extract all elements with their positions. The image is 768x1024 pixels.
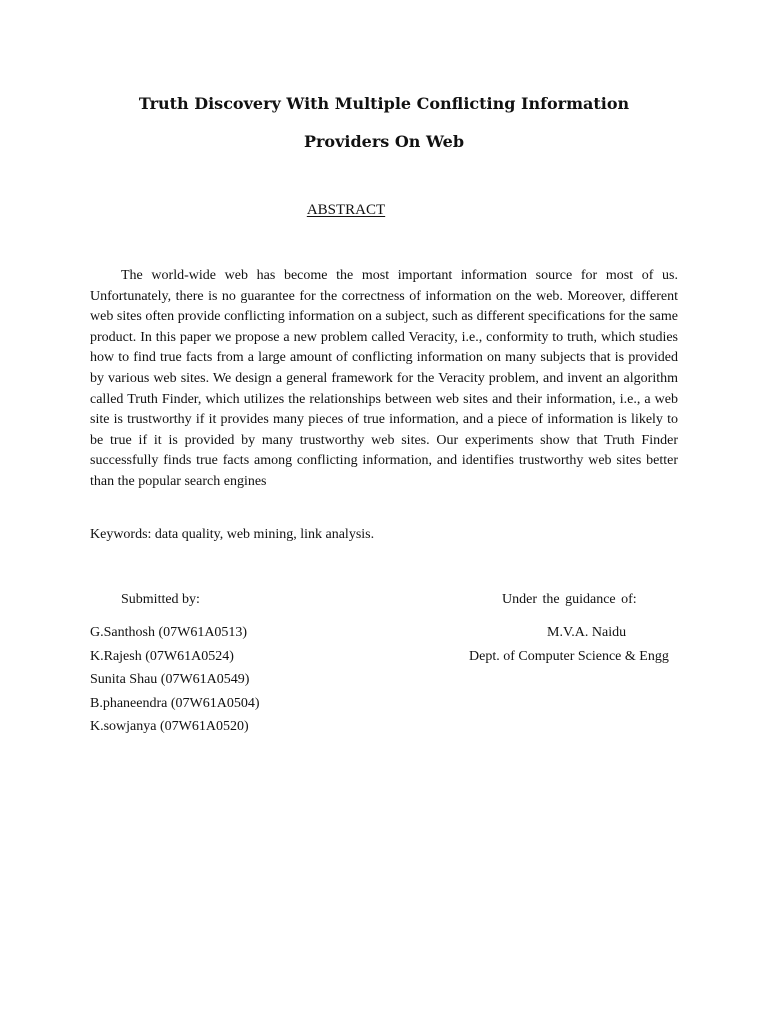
keywords-line: Keywords: data quality, web mining, link analysis. <box>90 527 375 542</box>
guidance-label: Under the guidance of: <box>502 592 637 607</box>
team-member: K.Rajesh (07W61A0524) <box>90 648 234 664</box>
team-member: Sunita Shau (07W61A0549) <box>90 672 250 687</box>
team-member: B.phaneendra (07W61A0504) <box>90 695 260 711</box>
abstract-paragraph: The world-wide web has become the most important information source for most of us. Unfortunately, there is no guarantee for the correctness of information on the web. Moreover, different web sites often provide conflicting information on a subject, such as different specifications for the same product. In this paper we propose a new problem called Veracity, i.e., conformity to truth, which studies how to find true facts from a large amount of conflicting information on many subjects that is provided by various web sites. We design a general framework for the Veracity problem, and invent an algorithm called Truth Finder, which utilizes the relationships between web sites and their information, i.e., a web site is trustworthy if it provides many pieces of true information, and a piece of information is likely to be true if it is provided by many trustworthy web sites. Our experiments show that Truth Finder successfully finds true facts among conflicting information, and identifies trustworthy web sites better than the popular search engines <box>90 268 678 489</box>
team-member: G.Santhosh (07W61A0513) <box>90 625 248 640</box>
submitted-by-label: Submitted by: <box>121 592 200 607</box>
document-title-line-1: Truth Discovery With Multiple Conflicting Information <box>138 94 630 113</box>
team-member-list <box>90 623 260 741</box>
guide-name: M.V.A. Naidu <box>547 625 627 640</box>
document-title-line-2: Providers On Web <box>303 132 465 151</box>
team-member: K.sowjanya (07W61A0520) <box>90 719 249 734</box>
guide-department: Dept. of Computer Science & Engg <box>469 649 669 664</box>
abstract-heading: ABSTRACT <box>306 202 386 218</box>
